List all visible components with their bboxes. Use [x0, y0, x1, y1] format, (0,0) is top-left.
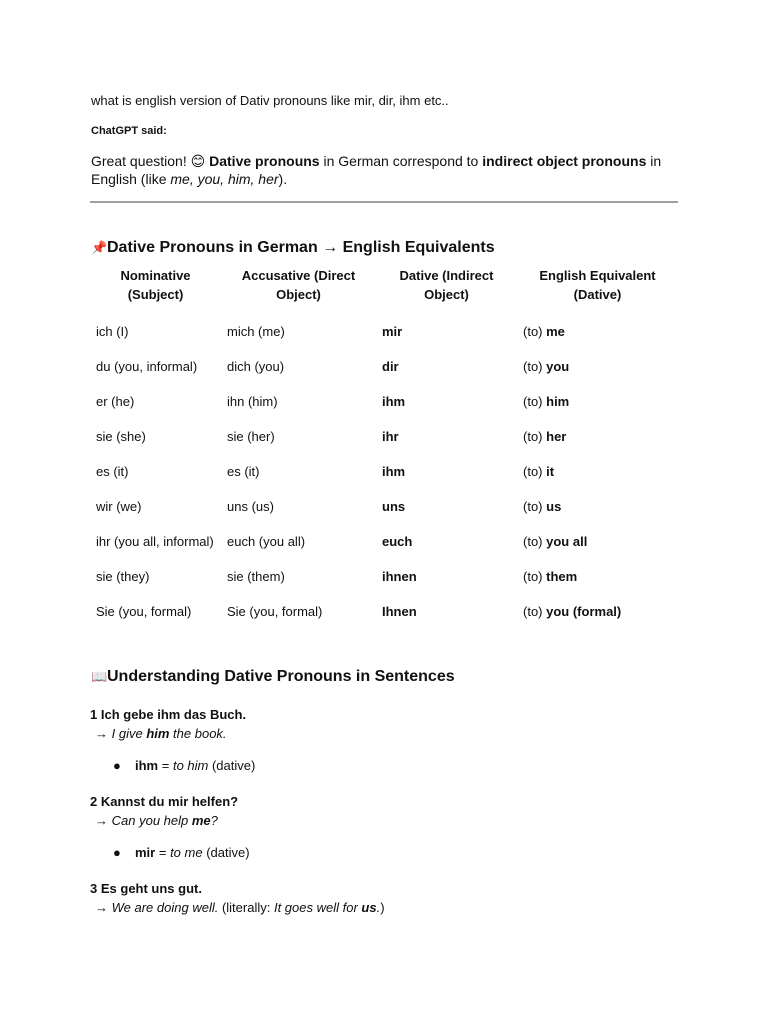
cell-nominative: sie (they) — [96, 569, 150, 584]
bullet-meaning: to him — [172, 758, 209, 773]
example-sentence — [90, 707, 246, 722]
book-icon: 📖 — [91, 670, 108, 685]
divider — [90, 201, 678, 203]
table-header-row — [90, 266, 678, 314]
cell-english — [517, 454, 678, 489]
speaker-label: ChatGPT said: — [91, 125, 167, 137]
cell-accusative: ihn (him) — [227, 394, 278, 409]
english-word: it — [546, 464, 555, 479]
example-sentence — [90, 794, 238, 809]
cell-accusative: es (it) — [227, 464, 260, 479]
to-prefix: (to) — [523, 324, 547, 339]
translation-bold: me — [191, 813, 211, 828]
translation-plain: (literally: — [218, 900, 274, 915]
example-number: 1 — [90, 707, 98, 722]
example-german: Kannst du mir helfen? — [100, 794, 239, 809]
example-translation — [95, 900, 385, 915]
header-nominative: Nominative (Subject) — [120, 268, 191, 302]
cell-english — [517, 419, 678, 454]
cell-nominative: du (you, informal) — [96, 359, 198, 374]
pushpin-icon: 📌 — [91, 241, 108, 256]
bullet-case: (dative) — [202, 845, 250, 860]
section-heading-sentences — [91, 668, 455, 686]
english-word: them — [546, 569, 578, 584]
cell-dative: euch — [382, 534, 413, 549]
example-sentence — [90, 881, 202, 896]
translation-italic: the book. — [169, 726, 227, 741]
cell-dative: uns — [382, 499, 406, 514]
example-number: 3 — [90, 881, 98, 896]
cell-english — [517, 594, 678, 629]
translation-italic: ? — [210, 813, 218, 828]
to-prefix: (to) — [523, 534, 547, 549]
cell-dative: dir — [382, 359, 399, 374]
cell-accusative: sie (her) — [227, 429, 275, 444]
to-prefix: (to) — [523, 359, 547, 374]
section-title: Understanding Dative Pronouns in Sentences — [107, 668, 455, 685]
bullet-case: (dative) — [208, 758, 256, 773]
to-prefix: (to) — [523, 499, 547, 514]
cell-dative: ihm — [382, 464, 406, 479]
bullet-icon: ● — [113, 845, 121, 860]
table-row — [90, 559, 678, 594]
translation-italic: Can you help — [111, 813, 192, 828]
cell-nominative: ich (I) — [96, 324, 129, 339]
header-dative: Dative (Indirect Object) — [399, 268, 494, 302]
to-prefix: (to) — [523, 604, 547, 619]
cell-dative: ihr — [382, 429, 399, 444]
cell-accusative: sie (them) — [227, 569, 285, 584]
bullet-icon: ● — [113, 758, 121, 773]
cell-accusative: euch (you all) — [227, 534, 306, 549]
example-german: Ich gebe ihm das Buch. — [100, 707, 247, 722]
list-item — [113, 758, 255, 773]
intro-text-3: in English (like — [91, 153, 662, 187]
equals-text: = — [158, 758, 173, 773]
intro-bold-2: indirect object pronouns — [482, 153, 647, 169]
cell-english — [517, 489, 678, 524]
list-item — [113, 845, 250, 860]
translation-italic: We are doing well. — [111, 900, 219, 915]
cell-english — [517, 349, 678, 384]
table-row — [90, 454, 678, 489]
cell-dative: ihm — [382, 394, 406, 409]
header-accusative: Accusative (Direct Object) — [241, 268, 356, 302]
english-word: us — [546, 499, 562, 514]
table-row — [90, 314, 678, 349]
translation-italic: . — [376, 900, 381, 915]
intro-text-4: ). — [278, 171, 288, 187]
cell-nominative: sie (she) — [96, 429, 146, 444]
section-title: Dative Pronouns in German → English Equivalents — [107, 239, 495, 256]
cell-accusative: mich (me) — [227, 324, 285, 339]
cell-english — [517, 524, 678, 559]
cell-nominative: wir (we) — [96, 499, 142, 514]
cell-dative: mir — [382, 324, 403, 339]
table-row — [90, 349, 678, 384]
table-row — [90, 419, 678, 454]
english-word: you — [546, 359, 570, 374]
example-number: 2 — [90, 794, 98, 809]
cell-english — [517, 314, 678, 349]
bullet-term: ihm — [135, 758, 159, 773]
equals-text: = — [155, 845, 171, 860]
english-word: me — [546, 324, 565, 339]
intro-text-2: in German correspond to — [319, 153, 483, 169]
intro-text-1: Great question! — [91, 153, 191, 169]
table-row — [90, 489, 678, 524]
to-prefix: (to) — [523, 464, 547, 479]
cell-english — [517, 384, 678, 419]
table-row — [90, 594, 678, 629]
pronoun-table — [90, 266, 678, 629]
intro-paragraph — [91, 153, 681, 188]
header-english: English Equivalent (Dative) — [539, 268, 656, 302]
translation-italic: I give — [111, 726, 147, 741]
intro-italic: me, you, him, her — [170, 171, 279, 187]
arrow-icon: → — [95, 726, 112, 741]
table-row — [90, 524, 678, 559]
translation-bold: us — [361, 900, 377, 915]
cell-nominative: Sie (you, formal) — [96, 604, 192, 619]
example-translation — [95, 813, 218, 828]
english-word: you (formal) — [546, 604, 622, 619]
english-word: him — [546, 394, 570, 409]
bullet-meaning: to me — [170, 845, 203, 860]
cell-nominative: es (it) — [96, 464, 129, 479]
cell-accusative: uns (us) — [227, 499, 274, 514]
translation-bold: him — [146, 726, 170, 741]
arrow-icon: → — [95, 900, 112, 915]
cell-accusative: Sie (you, formal) — [227, 604, 323, 619]
user-question: what is english version of Dativ pronouns like mir, dir, ihm etc.. — [91, 93, 449, 108]
translation-italic: It goes well for — [273, 900, 362, 915]
to-prefix: (to) — [523, 429, 547, 444]
table-row — [90, 384, 678, 419]
smiley-emoji-icon: 😊 — [190, 154, 206, 170]
example-german: Es geht uns gut. — [100, 881, 202, 896]
cell-accusative: dich (you) — [227, 359, 285, 374]
english-word: her — [546, 429, 567, 444]
to-prefix: (to) — [523, 394, 547, 409]
arrow-icon: → — [95, 813, 112, 828]
cell-english — [517, 559, 678, 594]
cell-nominative: er (he) — [96, 394, 135, 409]
translation-plain: ) — [380, 900, 385, 915]
intro-bold-1: Dative pronouns — [209, 153, 320, 169]
english-word: you all — [546, 534, 588, 549]
section-heading-pronouns — [91, 239, 495, 257]
bullet-term: mir — [135, 845, 156, 860]
cell-dative: Ihnen — [382, 604, 417, 619]
cell-dative: ihnen — [382, 569, 417, 584]
to-prefix: (to) — [523, 569, 547, 584]
example-translation — [95, 726, 227, 741]
cell-nominative: ihr (you all, informal) — [96, 534, 214, 549]
